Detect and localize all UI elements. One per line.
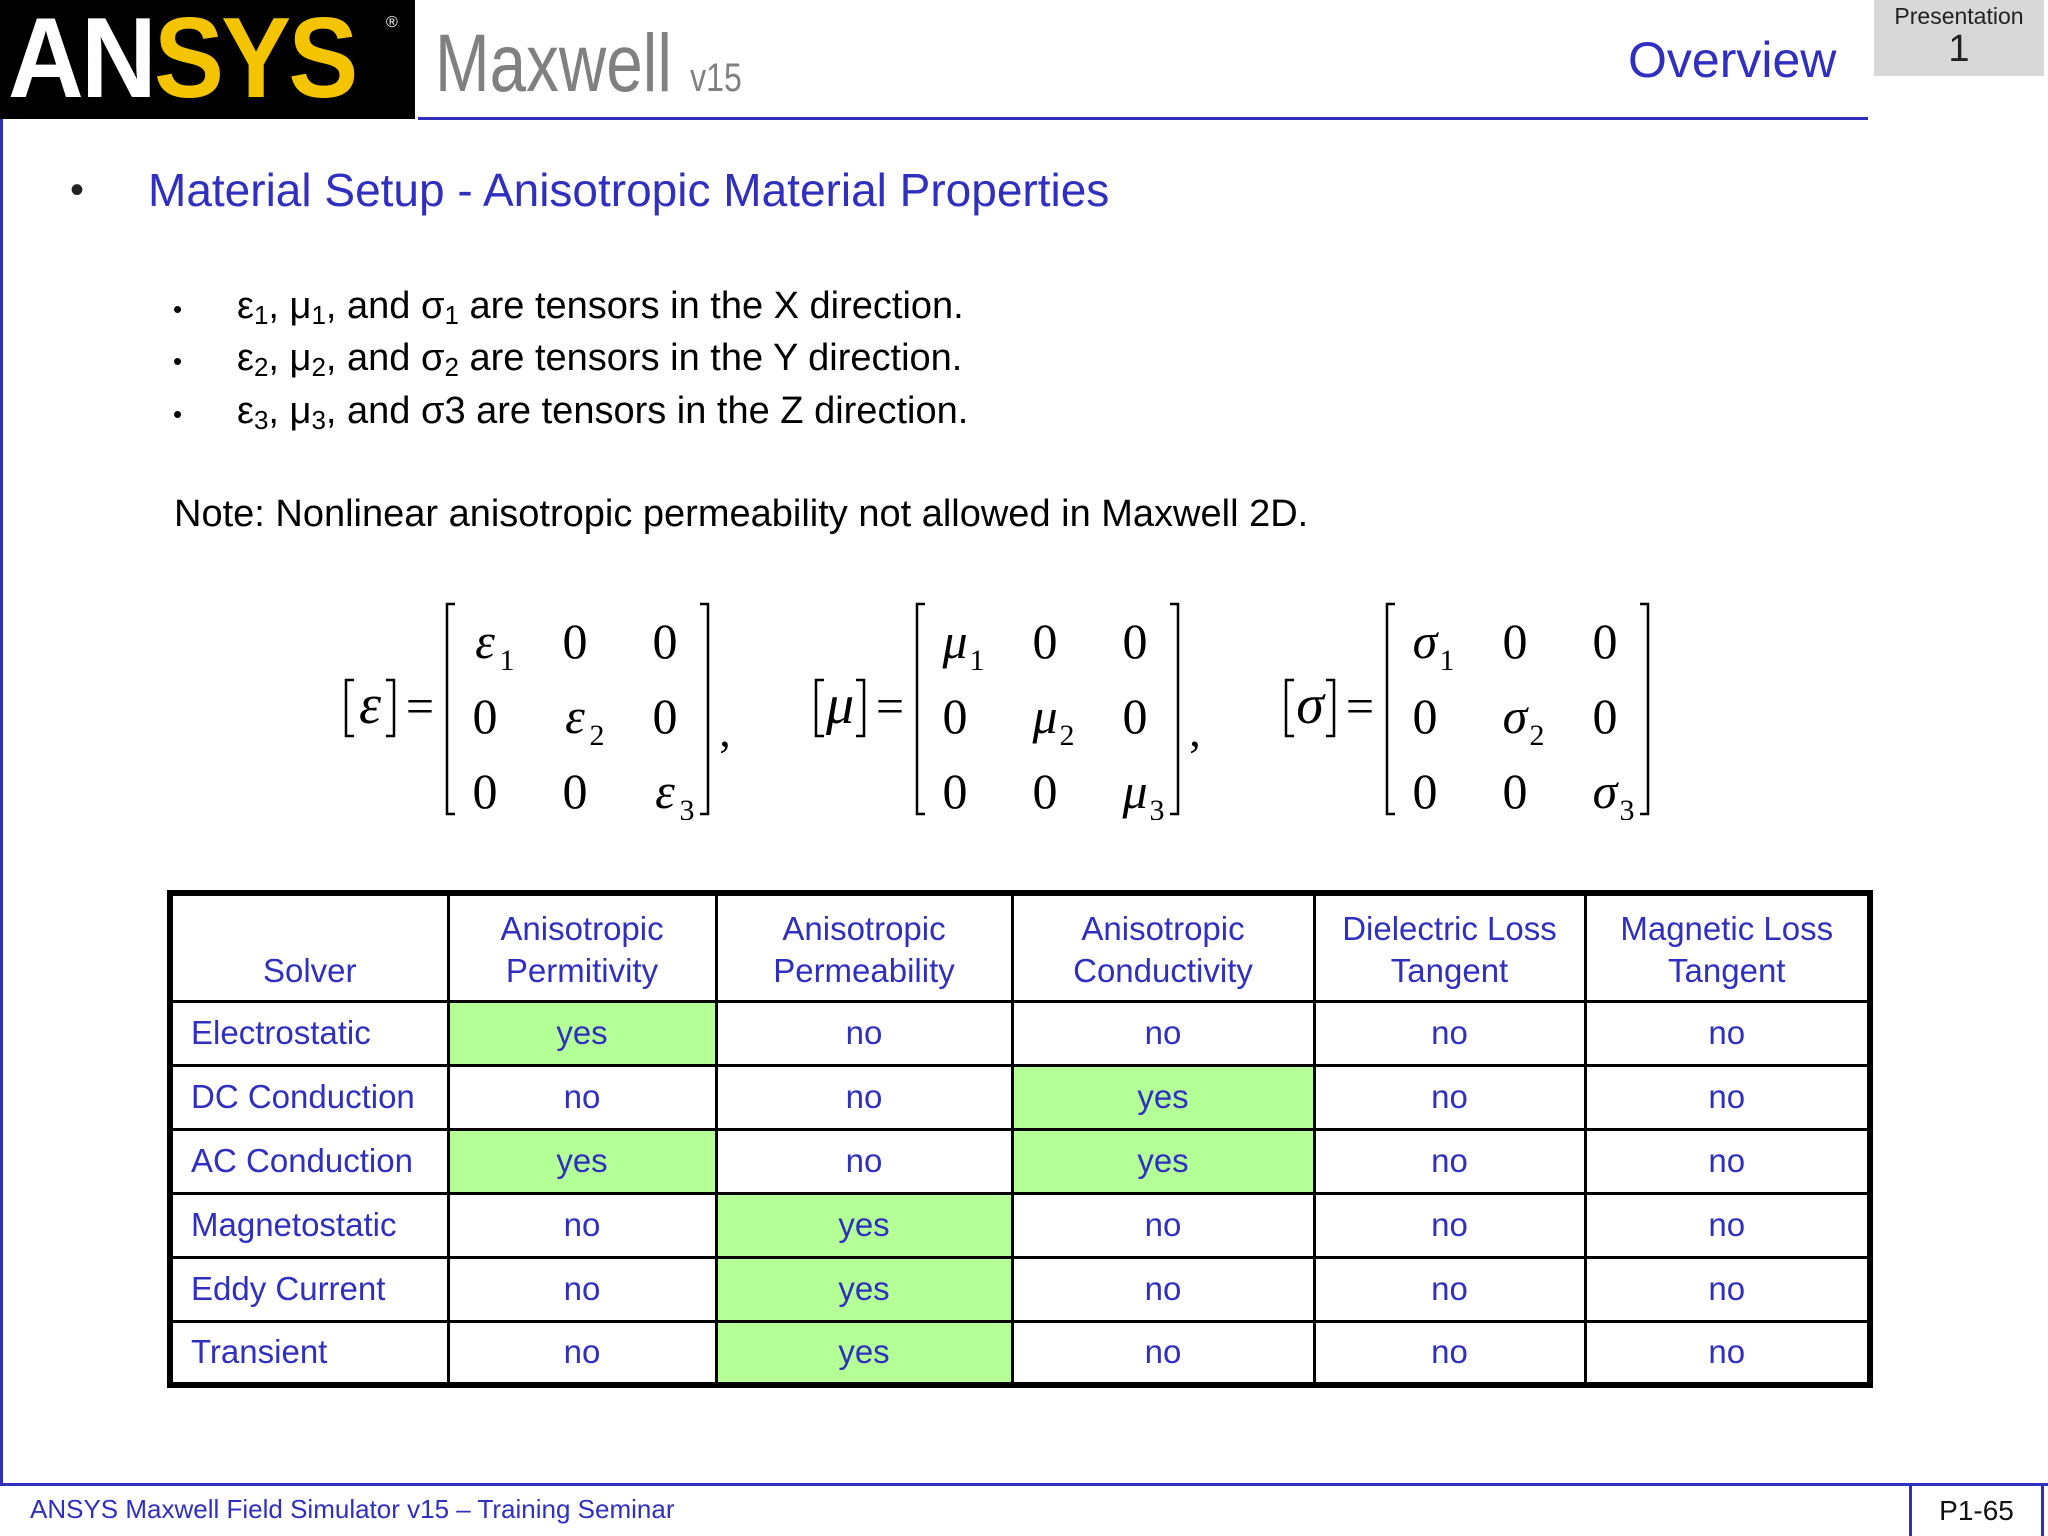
table-cell: yes: [716, 1193, 1012, 1257]
table-row: [170, 1129, 1870, 1193]
header-cell: Dielectric Loss Tangent: [1314, 893, 1585, 1001]
solver-support-table: [167, 890, 1873, 1388]
table-cell: Eddy Current: [170, 1257, 448, 1321]
table-cell: no: [1585, 1193, 1870, 1257]
table-cell: no: [716, 1065, 1012, 1129]
matrix-entry-subscript: 3: [1149, 794, 1165, 820]
matrix-entry-subscript: 3: [679, 794, 695, 820]
symbol-bracket-right: [856, 680, 864, 736]
header-divider: [418, 117, 1868, 120]
matrix-entry: μ: [1122, 763, 1148, 819]
matrix-entry: 0: [562, 613, 588, 669]
symbol-bracket-left: [346, 680, 354, 736]
table-cell: no: [1585, 1321, 1870, 1385]
bullet-item-z: • $\varepsilon_3$, $\mu_3$, and σ3 are tensors in the Z direction.: [173, 390, 969, 435]
matrix-entry: ε: [655, 763, 675, 819]
table-cell: no: [716, 1001, 1012, 1065]
presentation-number: 1: [1948, 28, 1970, 70]
bullet-item-y: • $\varepsilon_2$, $\mu_2$, and $\sigma_2$ are tensors in the Y direction.: [173, 337, 963, 382]
matrix-bracket-left: [917, 604, 925, 814]
table-cell: yes: [448, 1129, 716, 1193]
logo-sys-text: SYS: [153, 0, 356, 119]
table-cell: no: [1012, 1257, 1314, 1321]
table-cell: yes: [716, 1257, 1012, 1321]
matrix-entry-subscript: 2: [1529, 719, 1545, 752]
matrix-entry: 0: [1592, 688, 1618, 744]
matrix-entry: 0: [562, 763, 588, 819]
symbol-bracket-left: [1286, 680, 1294, 736]
matrix-bracket-left: [1387, 604, 1395, 814]
matrix-entry: ε: [565, 688, 585, 744]
table-cell: no: [1314, 1001, 1585, 1065]
matrix-entry-subscript: 2: [1059, 719, 1075, 752]
matrix-entry: 0: [1122, 688, 1148, 744]
header-cell: Anisotropic Permitivity: [448, 893, 716, 1001]
matrix-entry: 0: [1502, 763, 1528, 819]
table-cell: no: [448, 1257, 716, 1321]
header-cell: Anisotropic Permeability: [716, 893, 1012, 1001]
table-cell: no: [716, 1129, 1012, 1193]
table-cell: no: [1585, 1001, 1870, 1065]
footer-title: ANSYS Maxwell Field Simulator v15 – Training Seminar: [30, 1494, 675, 1524]
table-cell: yes: [448, 1001, 716, 1065]
matrix-entry: 0: [942, 688, 968, 744]
table-cell: no: [448, 1193, 716, 1257]
table-cell: Transient: [170, 1321, 448, 1385]
table-cell: DC Conduction: [170, 1065, 448, 1129]
presentation-badge: [1874, 0, 2044, 76]
symbol-label: ε: [358, 674, 382, 736]
matrix-entry: μ: [942, 613, 968, 669]
header-cell: Solver: [170, 893, 448, 1001]
matrix-entry: 0: [472, 688, 498, 744]
matrix-entry-subscript: 1: [969, 644, 985, 677]
matrix-entry: σ: [1412, 613, 1438, 669]
product-name: Maxwell: [435, 18, 672, 109]
header-cell: Magnetic Loss Tangent: [1585, 893, 1870, 1001]
matrix-entry: ε: [475, 613, 495, 669]
symbol-label: μ: [825, 674, 855, 736]
matrix-entry-subscript: 2: [589, 719, 605, 752]
ansys-logo: [0, 0, 415, 119]
logo-an-text: AN: [8, 0, 154, 119]
matrix-bracket-right: [1640, 604, 1648, 814]
table-cell: no: [1314, 1321, 1585, 1385]
matrix-bracket-right: [700, 604, 708, 814]
footer-divider: [0, 1483, 2048, 1486]
matrix-bracket-right: [1170, 604, 1178, 814]
table-cell: yes: [716, 1321, 1012, 1385]
matrix-entry: 0: [652, 688, 678, 744]
matrix-entry: 0: [1592, 613, 1618, 669]
matrix-entry-subscript: 1: [499, 644, 515, 677]
table-cell: no: [448, 1065, 716, 1129]
logo-registered-mark: ®: [386, 14, 398, 31]
matrix-entry-subscript: 1: [1439, 644, 1455, 677]
presentation-label: Presentation: [1894, 3, 2024, 29]
matrix-entry: 0: [942, 763, 968, 819]
table-cell: Electrostatic: [170, 1001, 448, 1065]
table-cell: no: [1012, 1321, 1314, 1385]
table-cell: no: [1012, 1001, 1314, 1065]
header-cell: Anisotropic Conductivity: [1012, 893, 1314, 1001]
table-cell: no: [1585, 1257, 1870, 1321]
symbol-label: σ: [1296, 674, 1324, 736]
equals-sign: =: [405, 678, 435, 734]
matrix-entry: 0: [472, 763, 498, 819]
product-version: v15: [690, 56, 742, 100]
symbol-bracket-right: [386, 680, 394, 736]
table-row: [170, 1001, 1870, 1065]
equation-comma: ,: [1189, 705, 1201, 756]
table-header-row: [170, 893, 1870, 1001]
table-cell: Magnetostatic: [170, 1193, 448, 1257]
symbol-bracket-left: [816, 680, 824, 736]
table-cell: no: [1314, 1065, 1585, 1129]
matrix-bracket-left: [447, 604, 455, 814]
equals-sign: =: [1345, 678, 1375, 734]
heading-bullet: •: [70, 168, 85, 212]
bullet-item-x: • $\varepsilon_1$, $\mu_1$, and $\sigma_1$ are tensors in the X direction.: [173, 285, 964, 330]
matrix-entry: 0: [1122, 613, 1148, 669]
table-cell: yes: [1012, 1065, 1314, 1129]
table-cell: no: [1314, 1129, 1585, 1193]
equals-sign: =: [875, 678, 905, 734]
table-row: [170, 1321, 1870, 1385]
table-cell: no: [1012, 1193, 1314, 1257]
table-cell: no: [448, 1321, 716, 1385]
matrix-entry: 0: [1412, 688, 1438, 744]
table-cell: AC Conduction: [170, 1129, 448, 1193]
matrix-entry: σ: [1502, 688, 1528, 744]
left-border: [0, 119, 3, 1484]
table-row: [170, 1257, 1870, 1321]
table-cell: no: [1585, 1065, 1870, 1129]
matrix-entry: 0: [652, 613, 678, 669]
table-cell: no: [1314, 1193, 1585, 1257]
matrix-entry: 0: [1032, 613, 1058, 669]
product-title: [435, 14, 742, 128]
section-title: Overview: [1628, 32, 1837, 88]
table-cell: no: [1585, 1129, 1870, 1193]
note-text: Note: Nonlinear anisotropic permeability not allowed in Maxwell 2D.: [174, 493, 1309, 535]
matrix-entry: σ: [1592, 763, 1618, 819]
matrix-entry: 0: [1502, 613, 1528, 669]
matrix-entry-subscript: 3: [1619, 794, 1635, 820]
symbol-bracket-right: [1326, 680, 1334, 736]
table-cell: yes: [1012, 1129, 1314, 1193]
table-row: [170, 1193, 1870, 1257]
equation-comma: ,: [719, 705, 731, 756]
table-row: [170, 1065, 1870, 1129]
tensor-equations: [330, 596, 1660, 820]
page-number: P1-65: [1909, 1486, 2044, 1536]
matrix-entry: 0: [1412, 763, 1438, 819]
slide-heading: Material Setup - Anisotropic Material Properties: [148, 164, 1110, 216]
table-cell: no: [1314, 1257, 1585, 1321]
matrix-entry: μ: [1032, 688, 1058, 744]
matrix-entry: 0: [1032, 763, 1058, 819]
